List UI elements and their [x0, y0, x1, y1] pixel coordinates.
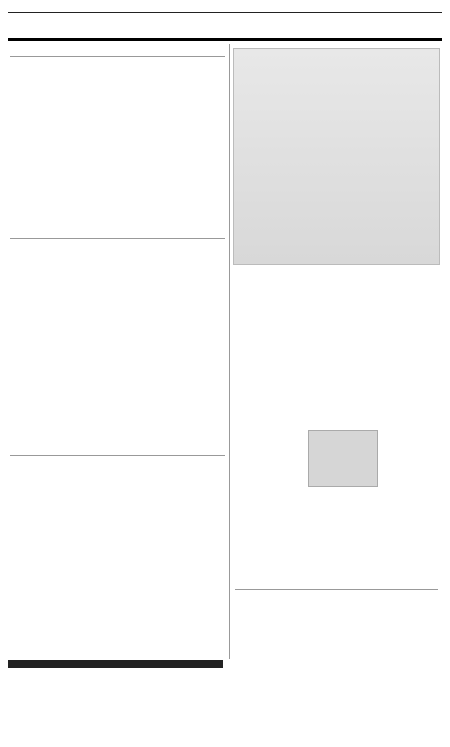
opinion-col-1: [235, 312, 281, 406]
opinion-col-4: [388, 312, 438, 406]
editorial-2-text-2: [83, 256, 151, 456]
soccer-photo: [308, 430, 378, 487]
safety-col-1: [235, 616, 301, 731]
opinion-col-3: [337, 312, 383, 406]
editorial-3-col-3: [156, 474, 224, 660]
editorial-3-col-2: [83, 474, 151, 660]
editorial-2-text-1: [10, 256, 78, 456]
soccer-text-1: [235, 428, 303, 593]
safety-text-3: [373, 616, 439, 731]
editorial-2-col-3: [156, 256, 224, 456]
editorial-1-text-1: [10, 96, 78, 231]
editorial-divider-2: [10, 455, 225, 456]
editorial-2-text-3: [156, 256, 224, 456]
masthead-block-2: [81, 671, 149, 731]
soccer-col-2: [380, 428, 438, 593]
masthead: [8, 660, 223, 740]
soccer-col-1: [235, 428, 303, 593]
editorial-3-text-3: [156, 474, 224, 660]
page-header: [10, 4, 440, 12]
editorial-2-col-2: [83, 256, 151, 456]
column-divider: [229, 44, 230, 659]
opinion-col-2: [286, 312, 332, 406]
safety-col-3: [373, 616, 439, 731]
safety-col-2: [304, 616, 370, 731]
editorial-1-text-2: [83, 96, 151, 231]
opinion-text-3: [337, 312, 383, 406]
editorial-3-col-1: [10, 474, 78, 660]
editorial-2-col-1: [10, 256, 78, 456]
masthead-title: [8, 660, 223, 668]
editorial-divider-1: [10, 238, 225, 239]
safety-divider: [235, 589, 438, 590]
masthead-block-3: [154, 671, 222, 731]
safety-text-1: [235, 616, 301, 731]
soccer-text-2: [380, 428, 438, 593]
safety-text-2: [304, 616, 370, 731]
masthead-block-1: [8, 671, 76, 731]
editorial-1-col-1: [10, 96, 78, 231]
opinion-text-2: [286, 312, 332, 406]
editorial-1-col-2: [83, 96, 151, 231]
title-rule: [8, 38, 442, 41]
opinion-text-4: [388, 312, 438, 406]
cartoon-illustration: [233, 48, 440, 265]
editorial-1-text-3: [156, 96, 224, 231]
opinion-text-1: [235, 312, 281, 406]
editorial-1-col-3: [156, 96, 224, 231]
editorial-3-text-1: [10, 474, 78, 660]
label-rule: [10, 56, 225, 57]
top-rule: [8, 12, 442, 13]
editorial-3-text-2: [83, 474, 151, 660]
